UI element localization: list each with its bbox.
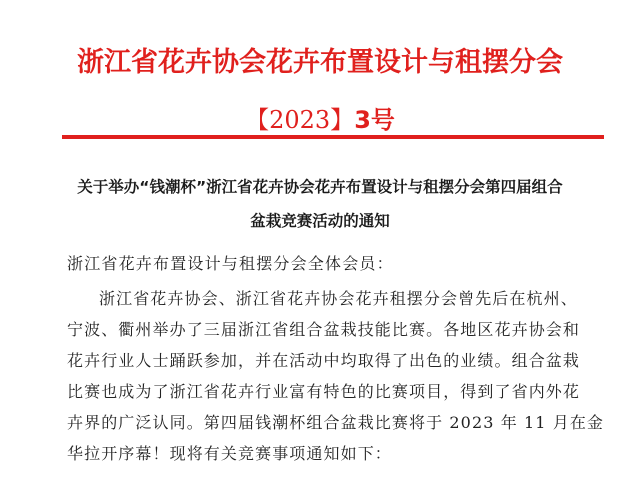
document-number-year: 【2023】 [245,106,355,134]
notice-title-line: 关于举办“钱潮杯”浙江省花卉协会花卉布置设计与租摆分会第四届组合 [77,178,563,196]
body-line: 比赛也成为了浙江省花卉行业富有特色的比赛项目，得到了省内外花 [67,382,581,401]
body-line: 华拉开序幕！现将有关竞赛事项通知如下： [67,444,392,463]
body-line: 浙江省花卉协会、浙江省花卉协会花卉租摆分会曾先后在杭州、 [99,289,578,308]
salutation: 浙江省花卉布置设计与租摆分会全体会员： [67,254,394,273]
body-line: 宁波、衢州举办了三届浙江省组合盆栽技能比赛。各地区花卉协会和 [67,320,581,339]
body-paragraph [67,283,612,469]
document-number [0,100,640,135]
notice-title [40,170,600,238]
organization-title: 浙江省花卉协会花卉布置设计与租摆分会 [77,47,563,78]
notice-title-line: 盆栽竞赛活动的通知 [250,212,390,230]
body-line: 花卉行业人士踊跃参加，并在活动中均取得了出色的业绩。组合盆栽 [67,351,581,370]
body-line: 卉界的广泛认同。第四届钱潮杯组合盆栽比赛将于 2023 年 11 月在金 [67,413,605,432]
document-number-no: 3号 [354,106,395,134]
red-divider-line [62,135,604,139]
